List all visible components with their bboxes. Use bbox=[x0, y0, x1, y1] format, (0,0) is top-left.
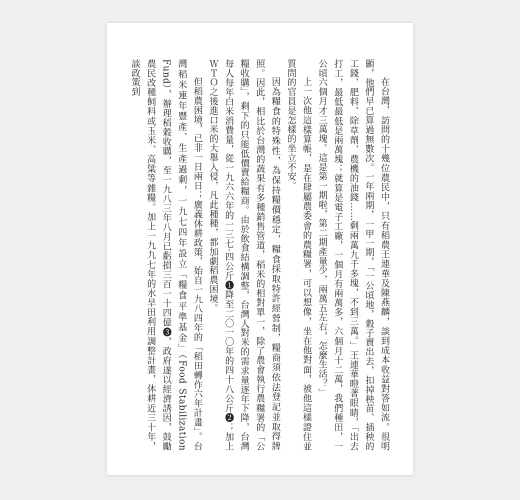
paragraph: 但稻農困境，已非一日兩日；廣義休耕政策，始自一九八四年的「稻田轉作六年計畫」。台灣稻米連年豐產、生產過剩，一九七四年設立「糧食平準基金」（Food Stabilization Fund），辦理稻穀收購，至一九八三年八月已虧損三百一十四億❸，政府遂以經濟誘因，鼓勵農民改種飼料或玉米、高粱等雜糧。加上一九九七年的水旱田利用調整計畫，休耕近三十年，談政策到 bbox=[129, 59, 202, 451]
book-page bbox=[107, 23, 413, 475]
paragraph: 在台灣，訪問的十幾位農民中，只有稻農王連華及陳燕麟，談到成本收益對答如流。很明顯，他們早已算過無數次。一年兩期，一甲一期，「一公頃地，穀子賣出去，扣掉秧苗、插秧的工錢、肥料、除草劑、農機的油錢……剩兩萬九千多塊，不到三萬。」王連華瞪著眼睛，「出去打工，最低最低是兩萬塊；就算是電子工廠，一個月有兩萬多，六個月十二萬，我們種田，一公頃六個月才三萬塊。這是第一期啦，第二期產量少，兩萬五左右，怎麼生活？」 bbox=[316, 59, 389, 451]
vertical-text-body bbox=[129, 59, 391, 451]
paragraph: 上一次他這樣算帳，是在肆屬農委會的農糧署，可以想像，坐在他對面，被他這樣證住並質問的官員是怎樣的坐立不安。 bbox=[285, 59, 312, 451]
paragraph: 因為糧食的特殊性，為保持糧價穩定，糧食採取特許經營制，糧商須依法登記並取得牌照。因此，相比於台灣的蔬果有多種銷售管道，稻米的相對單一，除了農會執行農糧署的「公糧收購」，剩下的只能低價賣給糧商。由於飲食結構調整，台灣人對米的需求量逐年下降，台灣每人每年白米消費量，從一九六六年的一三七·四公斤❶降至二〇一〇年的四十八公斤❷；加上ＷＴＯ之後進口米的大舉入侵，凡此種種，都加劇稻農困境。 bbox=[207, 59, 280, 451]
